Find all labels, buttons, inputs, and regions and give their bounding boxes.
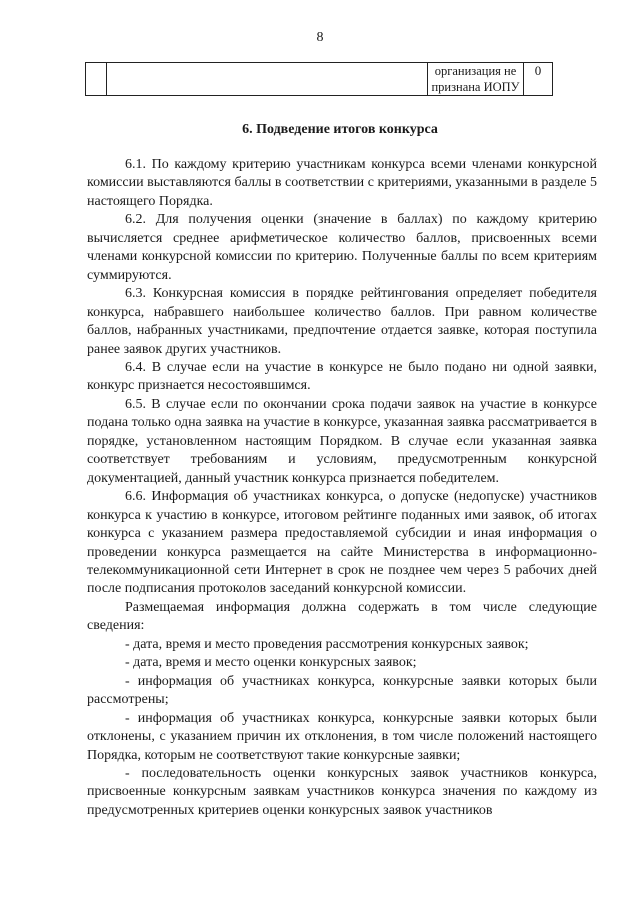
list-item: - информация об участниках конкурса, конкурсные заявки которых были отклонены, с указанием причин их отклонения, в том числе положений настоящего Порядка, которым не соответствуют такие конкурсные заявки; [87,710,597,763]
paragraph-6-6: 6.6. Информация об участниках конкурса, о допуске (недопуске) участников конкурса к участию в конкурсе, итоговом рейтинге поданных ими заявок, об итогах конкурса с указанием размера предоставляемой субсидии и иная информация о проведении конкурса размещается на сайте Министерства в информационно-телекоммуникационной сети Интернет в срок не позднее чем через 5 рабочих дней после подписания протоколов заседаний конкурсной комиссии. [87,489,597,597]
table-cell-value: 0 [524,63,553,96]
list-item: - последовательность оценки конкурсных заявок участников конкурса, присвоенные конкурсным заявкам участников конкурса значения по каждому из предусмотренных критериев оценки конкурсных заявок участников [87,765,597,818]
list-item: - дата, время и место оценки конкурсных заявок; [125,655,417,671]
paragraph-6-1: 6.1. По каждому критерию участникам конкурса всеми членами конкурсной комиссии выставляются баллы в соответствии с критериями, указанными в разделе 5 настоящего Порядка. [87,157,597,209]
section-title: 6. Подведение итогов конкурса [242,122,438,137]
page-number: 8 [316,30,324,45]
criteria-table-fragment [85,62,553,96]
document-body [87,156,597,820]
table-cell-empty [107,63,428,96]
list-item: - дата, время и место проведения рассмотрения конкурсных заявок; [125,636,529,652]
table-cell-empty [86,63,107,96]
paragraph-6-3: 6.3. Конкурсная комиссия в порядке рейтингования определяет победителя конкурса, набравшего наибольшее количество баллов. При равном количестве баллов, набранных участниками, предпочтение отдается заявке, которая поступила ранее заявок других участников. [87,286,597,357]
paragraph-6-5: 6.5. В случае если по окончании срока подачи заявок на участие в конкурсе подана только одна заявка на участие в конкурсе, указанная заявка рассматривается в порядке, установленном настоящим Порядком. В случае если указанная заявка соответствует требованиям и условиям, предусмотренным конкурсной документацией, данный участник конкурса признается победителем. [87,396,597,486]
paragraph-6-4: 6.4. В случае если на участие в конкурсе не было подано ни одной заявки, конкурс признается несостоявшимся. [87,359,597,394]
list-item: - информация об участниках конкурса, конкурсные заявки которых были рассмотрены; [87,673,597,708]
table-row [86,63,553,96]
table-cell-label: организация не признана ИОПУ [428,63,524,96]
paragraph-info-intro: Размещаемая информация должна содержать в том числе следующие сведения: [87,599,597,634]
paragraph-6-2: 6.2. Для получения оценки (значение в баллах) по каждому критерию вычисляется среднее арифметическое количество баллов, присвоенных всеми членами конкурсной комиссии по критерию. Полученные баллы по всем критериям суммируются. [87,212,597,283]
